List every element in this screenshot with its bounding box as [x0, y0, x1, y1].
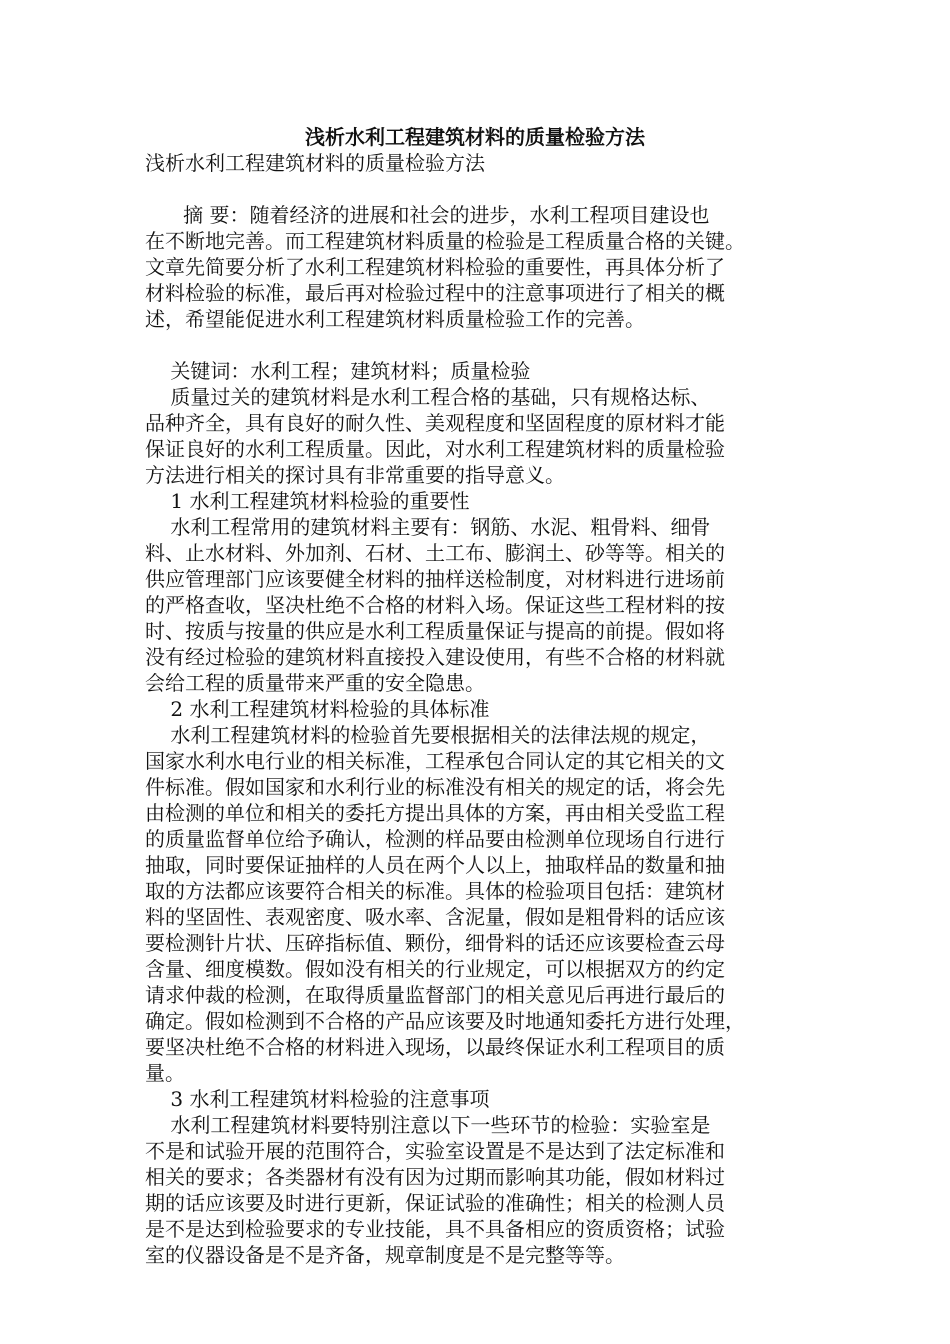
body-line: 3 水利工程建筑材料检验的注意事项 [145, 1087, 490, 1111]
body-line: 水利工程常用的建筑材料主要有：钢筋、水泥、粗骨料、细骨 [145, 515, 711, 539]
body-line: 要检测针片状、压碎指标值、颗份，细骨料的话还应该要检查云母 [145, 931, 725, 955]
body-line: 期的话应该要及时进行更新，保证试验的准确性；相关的检测人员 [145, 1191, 725, 1215]
body-line: 质量过关的建筑材料是水利工程合格的基础，只有规格达标、 [145, 385, 711, 409]
body-line: 量。 [145, 1061, 185, 1085]
body-line: 取的方法都应该要符合相关的标准。具体的检验项目包括：建筑材 [145, 879, 725, 903]
body-line: 会给工程的质量带来严重的安全隐患。 [145, 671, 485, 695]
body-line: 请求仲裁的检测，在取得质量监督部门的相关意见后再进行最后的 [145, 983, 725, 1007]
body-line: 料的坚固性、表观密度、吸水率、含泥量，假如是粗骨料的话应该 [145, 905, 725, 929]
body-line: 抽取，同时要保证抽样的人员在两个人以上，抽取样品的数量和抽 [145, 853, 725, 877]
body-line: 不是和试验开展的范围符合，实验室设置是不是达到了法定标准和 [145, 1139, 725, 1163]
body-line: 材料检验的标准，最后再对检验过程中的注意事项进行了相关的概 [145, 281, 725, 305]
body-line: 料、止水材料、外加剂、石材、土工布、膨润土、砂等等。相关的 [145, 541, 725, 565]
body-line: 是不是达到检验要求的专业技能，具不具备相应的资质资格；试验 [145, 1217, 725, 1241]
body-line: 的严格查收，坚决杜绝不合格的材料入场。保证这些工程材料的按 [145, 593, 725, 617]
body-line: 方法进行相关的探讨具有非常重要的指导意义。 [145, 463, 565, 487]
body-line: 室的仪器设备是不是齐备，规章制度是不是完整等等。 [145, 1243, 625, 1267]
body-line: 在不断地完善。而工程建筑材料质量的检验是工程质量合格的关键。 [145, 229, 745, 253]
body-line: 国家水利水电行业的相关标准，工程承包合同认定的其它相关的文 [145, 749, 725, 773]
body-line: 确定。假如检测到不合格的产品应该要及时地通知委托方进行处理， [145, 1009, 745, 1033]
body-line: 要坚决杜绝不合格的材料进入现场，以最终保证水利工程项目的质 [145, 1035, 725, 1059]
body-line: 品种齐全，具有良好的耐久性、美观程度和坚固程度的原材料才能 [145, 411, 725, 435]
body-line: 保证良好的水利工程质量。因此，对水利工程建筑材料的质量检验 [145, 437, 725, 461]
body-line: 水利工程建筑材料要特别注意以下一些环节的检验：实验室是 [145, 1113, 711, 1137]
body-line: 2 水利工程建筑材料检验的具体标准 [145, 697, 490, 721]
body-line: 件标准。假如国家和水利行业的标准没有相关的规定的话，将会先 [145, 775, 725, 799]
body-line: 时、按质与按量的供应是水利工程质量保证与提高的前提。假如将 [145, 619, 725, 643]
body-line: 供应管理部门应该要健全材料的抽样送检制度，对材料进行进场前 [145, 567, 725, 591]
body-line: 相关的要求；各类器材有没有因为过期而影响其功能，假如材料过 [145, 1165, 725, 1189]
body-line: 述，希望能促进水利工程建筑材料质量检验工作的完善。 [145, 307, 645, 331]
body-line: 含量、细度模数。假如没有相关的行业规定，可以根据双方的约定 [145, 957, 725, 981]
body-line: 没有经过检验的建筑材料直接投入建设使用，有些不合格的材料就 [145, 645, 725, 669]
body-line: 文章先简要分析了水利工程建筑材料检验的重要性，再具体分析了 [145, 255, 725, 279]
body-line: 的质量监督单位给予确认，检测的样品要由检测单位现场自行进行 [145, 827, 725, 851]
body-line: 水利工程建筑材料的检验首先要根据相关的法律法规的规定， [145, 723, 711, 747]
body-line: 浅析水利工程建筑材料的质量检验方法 [145, 151, 485, 175]
body-line: 关键词：水利工程；建筑材料；质量检验 [145, 359, 531, 383]
body-line: 1 水利工程建筑材料检验的重要性 [145, 489, 470, 513]
document-title: 浅析水利工程建筑材料的质量检验方法 [305, 125, 645, 149]
body-line: 由检测的单位和相关的委托方提出具体的方案，再由相关受监工程 [145, 801, 725, 825]
body-line: 摘 要：随着经济的进展和社会的进步，水利工程项目建设也 [145, 203, 710, 227]
